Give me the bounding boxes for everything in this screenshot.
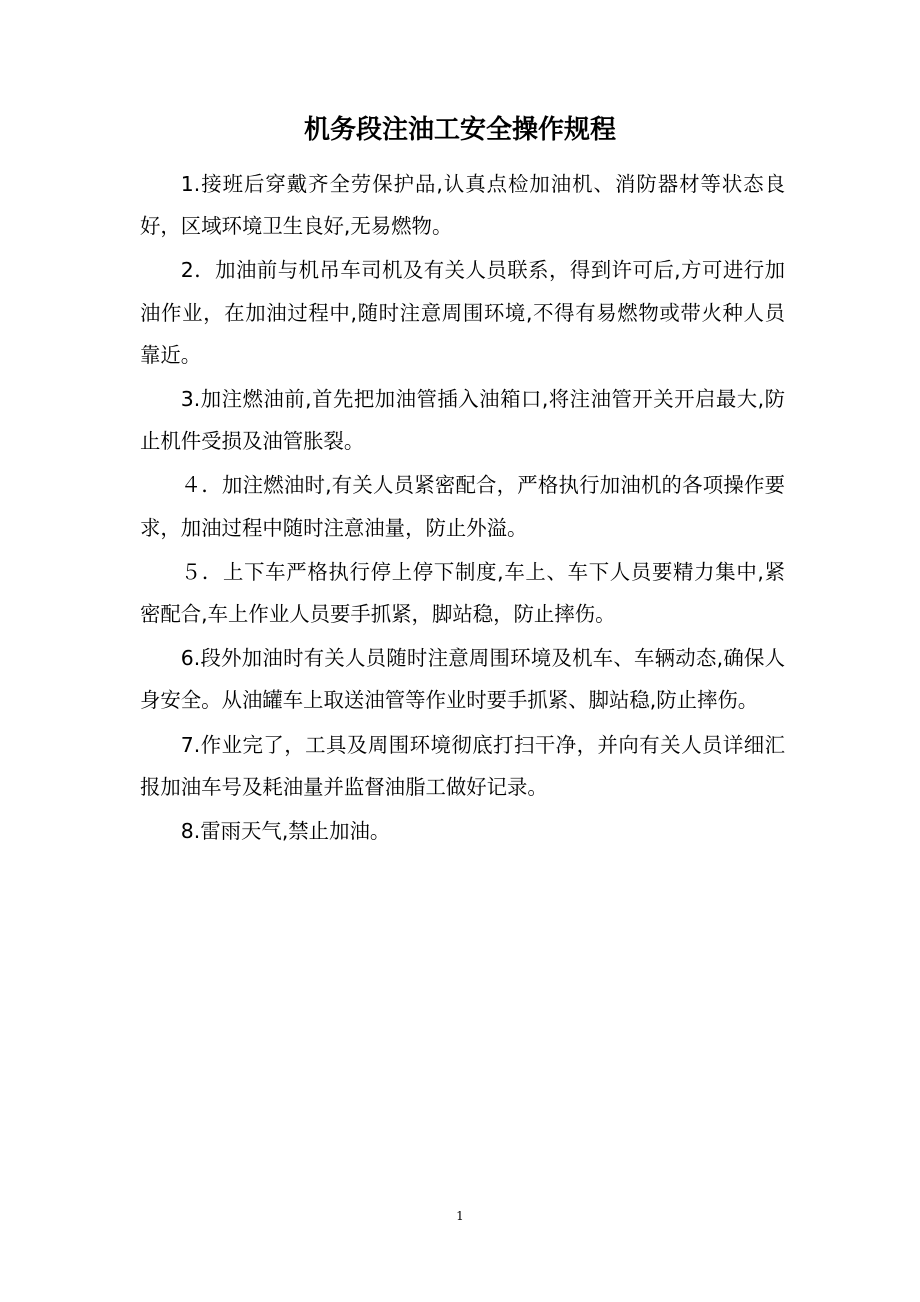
paragraph-3: 3.加注燃油前,首先把加油管插入油箱口,将注油管开关开启最大,防止机件受损及油管胀裂。 [140,387,785,454]
paragraph-8: 8.雷雨天气,禁止加油。 [180,819,391,844]
document-title: 机务段注油工安全操作规程 [303,115,616,145]
document-body [140,163,785,854]
page-number: 1 [456,1209,464,1223]
paragraph-7: 7.作业完了，工具及周围环境彻底打扫干净，并向有关人员详细汇报加油车号及耗油量并监督油脂工做好记录。 [140,732,785,799]
paragraph-6: 6.段外加油时有关人员随时注意周围环境及机车、车辆动态,确保人身安全。从油罐车上取送油管等作业时要手抓紧、脚站稳,防止摔伤。 [140,646,785,713]
paragraph-1: 1.接班后穿戴齐全劳保护品,认真点检加油机、消防器材等状态良好，区域环境卫生良好,无易燃物。 [140,172,785,239]
paragraph-4: ４．加注燃油时,有关人员紧密配合，严格执行加油机的各项操作要求，加油过程中随时注意油量，防止外溢。 [140,473,785,540]
paragraph-5: ５．上下车严格执行停上停下制度,车上、车下人员要精力集中,紧密配合,车上作业人员要手抓紧，脚站稳，防止摔伤。 [140,559,785,627]
paragraph-2: 2．加油前与机吊车司机及有关人员联系，得到许可后,方可进行加油作业，在加油过程中,随时注意周围环境,不得有易燃物或带火种人员靠近。 [140,258,785,367]
